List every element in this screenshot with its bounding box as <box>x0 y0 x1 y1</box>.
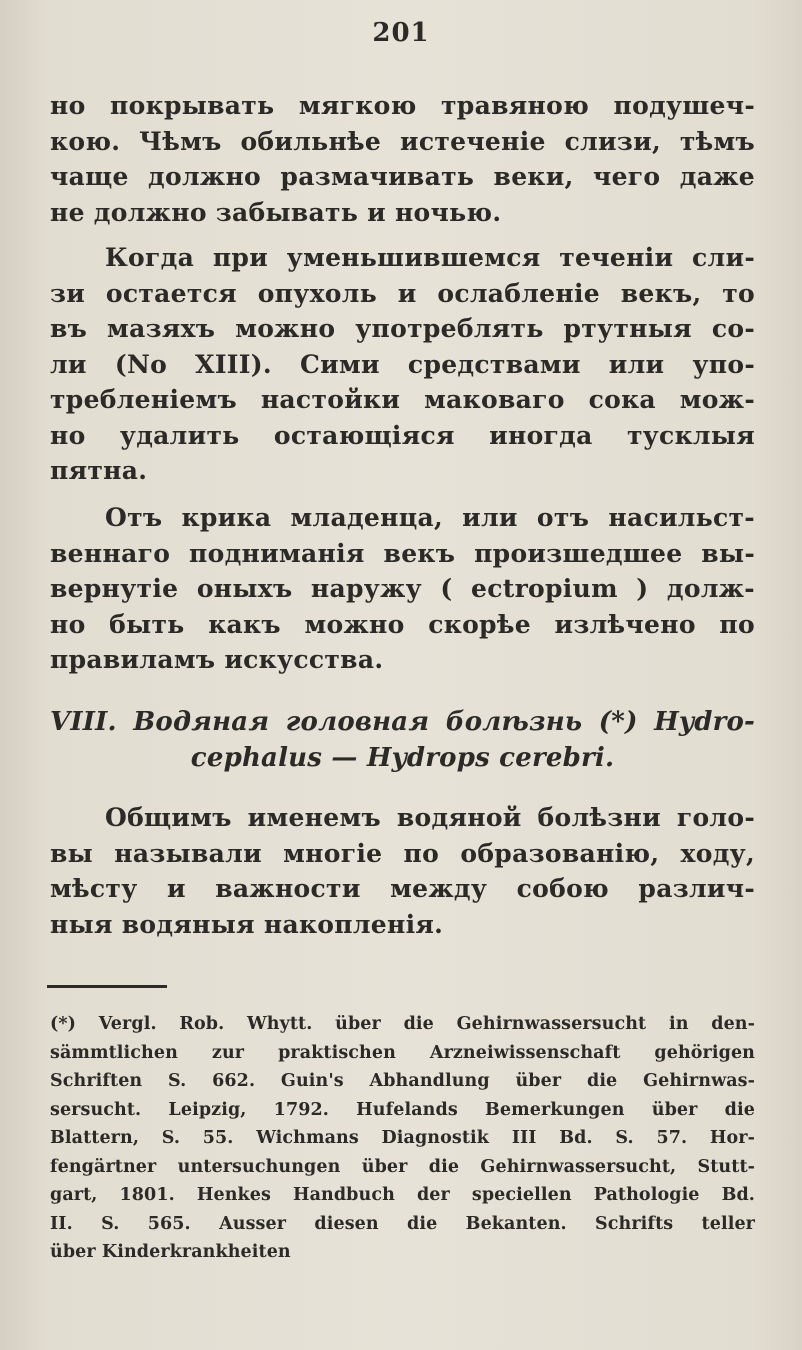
text-line: но удалить остающіяся иногда тусклыя <box>50 420 755 450</box>
page-number: 201 <box>372 18 430 48</box>
footnote-line: gart, 1801. Henkes Handbuch der speciellen Pathologie Bd. <box>50 1185 755 1205</box>
text-line: требленіемъ настойки маковаго сока мож- <box>50 385 755 414</box>
text-line: Общимъ именемъ водяной болѣзни голо- <box>105 803 755 832</box>
footnote-line: (*) Vergl. Rob. Whytt. über die Gehirnwassersucht in den- <box>50 1014 755 1034</box>
footnote <box>50 1010 755 1267</box>
footnote-line: II. S. 565. Ausser diesen die Bekanten. Schrifts teller <box>50 1213 755 1234</box>
paragraph-4 <box>50 800 755 942</box>
text-line: Отъ крика младенца, или отъ насильст- <box>105 503 755 532</box>
section-heading <box>50 705 755 776</box>
paragraph-3 <box>50 500 755 678</box>
paragraph-1 <box>50 88 755 230</box>
text-line: чаще должно размачивать веки, чего даже <box>50 162 755 191</box>
footnote-line: Schriften S. 662. Guin's Abhandlung über die Gehirnwas- <box>50 1071 755 1091</box>
text-line: мѣсту и важности между собою различ- <box>50 874 755 903</box>
text-line: но покрывать мягкою травяною подушеч- <box>50 91 755 120</box>
text-line: ныя водяныя накопленія. <box>50 909 444 939</box>
footnote-line: sämmtlichen zur praktischen Arzneiwissenschaft gehörigen <box>50 1042 755 1063</box>
footnote-divider <box>47 985 167 988</box>
text-line: Когда при уменьшившемся теченіи сли- <box>105 243 755 272</box>
text-line: пятна. <box>50 456 148 485</box>
text-line: зи остается опухоль и ослабленіе векъ, то <box>50 278 755 308</box>
footnote-line: sersucht. Leipzig, 1792. Hufelands Bemerkungen über die <box>50 1099 755 1120</box>
footnote-line: fengärtner untersuchungen über die Gehirnwassersucht, Stutt- <box>50 1156 755 1177</box>
footnote-line: Blattern, S. 55. Wichmans Diagnostik III Bd. S. 57. Hor- <box>50 1128 755 1148</box>
paragraph-2 <box>50 240 755 489</box>
footnote-line: über Kinderkrankheiten <box>50 1242 291 1262</box>
text-line: не должно забывать и ночью. <box>50 197 502 227</box>
heading-line: VIII. Водяная головная болѣзнь (*) Hydro- <box>50 707 755 737</box>
text-line: вернутіе оныхъ наружу ( ectropium ) долж- <box>50 574 755 603</box>
text-line: веннаго подниманія векъ произшедшее вы- <box>50 538 755 568</box>
text-line: правиламъ искусства. <box>50 645 384 674</box>
text-line: въ мазяхъ можно употреблять ртутныя со- <box>50 314 755 343</box>
heading-line: cephalus — Hydrops cerebri. <box>190 742 615 773</box>
text-line: кою. Чѣмъ обильнѣе истеченіе слизи, тѣмъ <box>50 126 755 156</box>
text-line: вы называли многіе по образованію, ходу, <box>50 838 755 868</box>
text-line: но быть какъ можно скорѣе излѣчено по <box>50 609 755 639</box>
text-line: ли (No XIII). Сими средствами или упо- <box>50 349 755 379</box>
